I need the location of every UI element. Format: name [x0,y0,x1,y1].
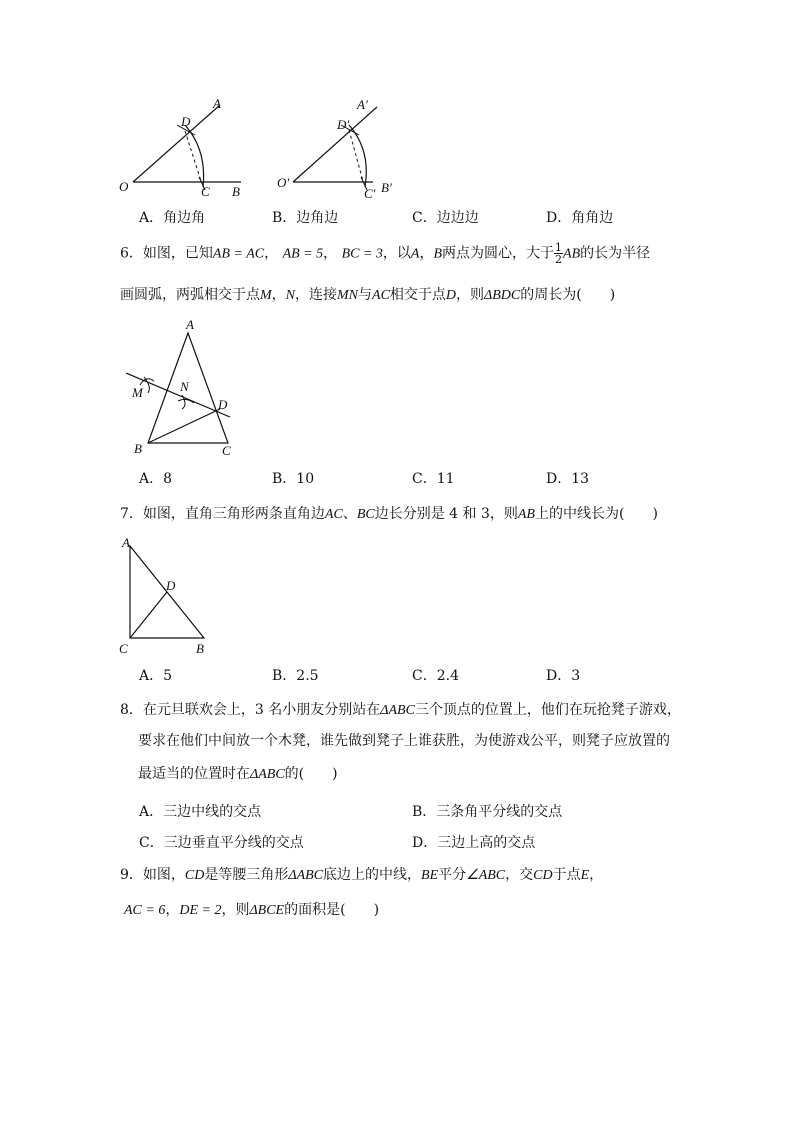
label-d-prime: D′ [337,117,350,132]
q6-line-2: 画圆弧，两弧相交于点M，N，连接MN与AC相交于点D，则ΔBDC的周长为( ) [120,287,616,303]
label-n: N [180,379,189,394]
q7-option-b[interactable]: B．2.5 [272,668,319,684]
q7-figure [118,534,218,659]
q6-option-d[interactable]: D．13 [546,471,590,487]
q7-question: 7．如图，直角三角形两条直角边AC、BC边长分别是 4 和 3，则AB上的中线长为( ) [120,506,658,522]
q7-option-d[interactable]: D．3 [546,668,581,684]
label-b: B [196,641,204,656]
q8-line-2: 要求在他们中间放一个木凳，谁先做到凳子上谁获胜，为使游戏公平，则凳子应放置的 [138,733,670,749]
label-a: A [213,96,221,111]
q5-option-a[interactable]: A．角边角 [139,210,206,226]
q8-option-a[interactable]: A．三边中线的交点 [139,804,262,820]
ray-oa [133,105,220,182]
fraction-half: $\frac{1}{2}$ [555,241,563,266]
label-a: A [122,535,130,550]
q6-option-a[interactable]: A．8 [139,471,173,487]
label-b-prime: B′ [381,180,392,195]
q7-option-c[interactable]: C．2.4 [412,668,459,684]
label-c: C [119,641,128,656]
q9-line-1: 9．如图，CD是等腰三角形ΔABC底边上的中线，BE平分∠ABC，交CD于点E， [120,867,604,883]
q6-option-b[interactable]: B．10 [272,471,315,487]
q9-line-2: AC = 6，DE = 2，则ΔBCE的面积是( ) [124,902,380,918]
q8-option-d[interactable]: D．三边上高的交点 [412,835,536,851]
label-d: D [166,578,176,593]
label-c: C [222,443,231,458]
q5-figure-1 [115,95,255,200]
label-b: B [232,184,240,199]
label-a-prime: A′ [357,97,368,112]
q8-line-3: 最适当的位置时在ΔABC的( ) [138,766,338,782]
median-cd [130,592,167,638]
label-c: C [201,184,210,199]
label-a: A [186,317,194,332]
q8-option-c[interactable]: C．三边垂直平分线的交点 [139,835,304,851]
q6-figure [118,315,248,460]
q6-line-1: 6．如图，已知AB = AC， AB = 5， BC = 3，以A，B两点为圆心，大于 $\frac{1}{2}$ AB的长为半径 [120,241,651,266]
label-m: M [132,385,143,400]
label-o: O [119,179,129,194]
q5-option-d[interactable]: D．角角边 [546,210,614,226]
q8-line-1: 8．在元旦联欢会上，3 名小朋友分别站在ΔABC三个顶点的位置上，他们在玩抢凳子游戏， [120,702,681,718]
q7-option-a[interactable]: A．5 [139,668,173,684]
q5-figure-2 [275,95,415,200]
q5-option-c[interactable]: C．边边边 [412,210,479,226]
dashed-dc [185,131,201,181]
q5-option-b[interactable]: B．边角边 [272,210,339,226]
label-d: D [218,397,228,412]
label-d: D [181,114,191,129]
label-b: B [134,441,142,456]
label-c-prime: C′ [364,186,376,201]
q6-option-c[interactable]: C．11 [412,471,455,487]
label-o-prime: O′ [277,175,290,190]
q8-option-b[interactable]: B．三条角平分线的交点 [412,804,563,820]
